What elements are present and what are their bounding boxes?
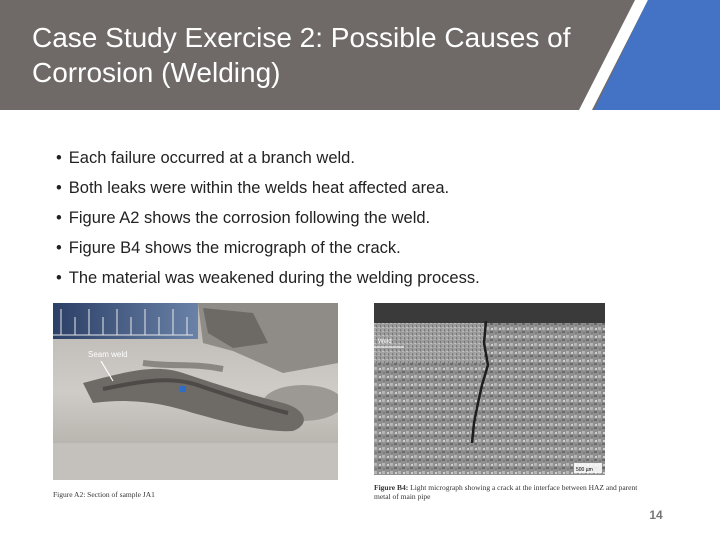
slide-title: Case Study Exercise 2: Possible Causes of Corrosion (Welding) [32,22,571,88]
bullet-item: • The material was weakened during the welding process. [56,266,480,296]
bullet-item: • Figure B4 shows the micrograph of the crack. [56,236,480,266]
page-number: 14 [649,508,663,522]
figure-a2-caption: Figure A2: Section of sample JA1 [53,490,155,499]
figure-b4-caption [374,483,644,501]
figure-b4-micrograph [374,303,605,475]
weld-label: Weld [378,339,392,345]
figure-a2-photo [53,303,338,480]
scale-bar-label: 500 µm [576,467,593,473]
figure-b4-caption-text: Light micrograph showing a crack at the interface between HAZ and parent metal of main pipe [374,483,638,501]
bullet-list [56,146,480,296]
figure-b4-caption-label: Figure B4: [374,483,409,492]
bullet-item: • Figure A2 shows the corrosion following the weld. [56,206,480,236]
bullet-item: • Each failure occurred at a branch weld. [56,146,480,176]
seam-weld-label: Seam weld [88,350,128,359]
bullet-item: • Both leaks were within the welds heat affected area. [56,176,480,206]
